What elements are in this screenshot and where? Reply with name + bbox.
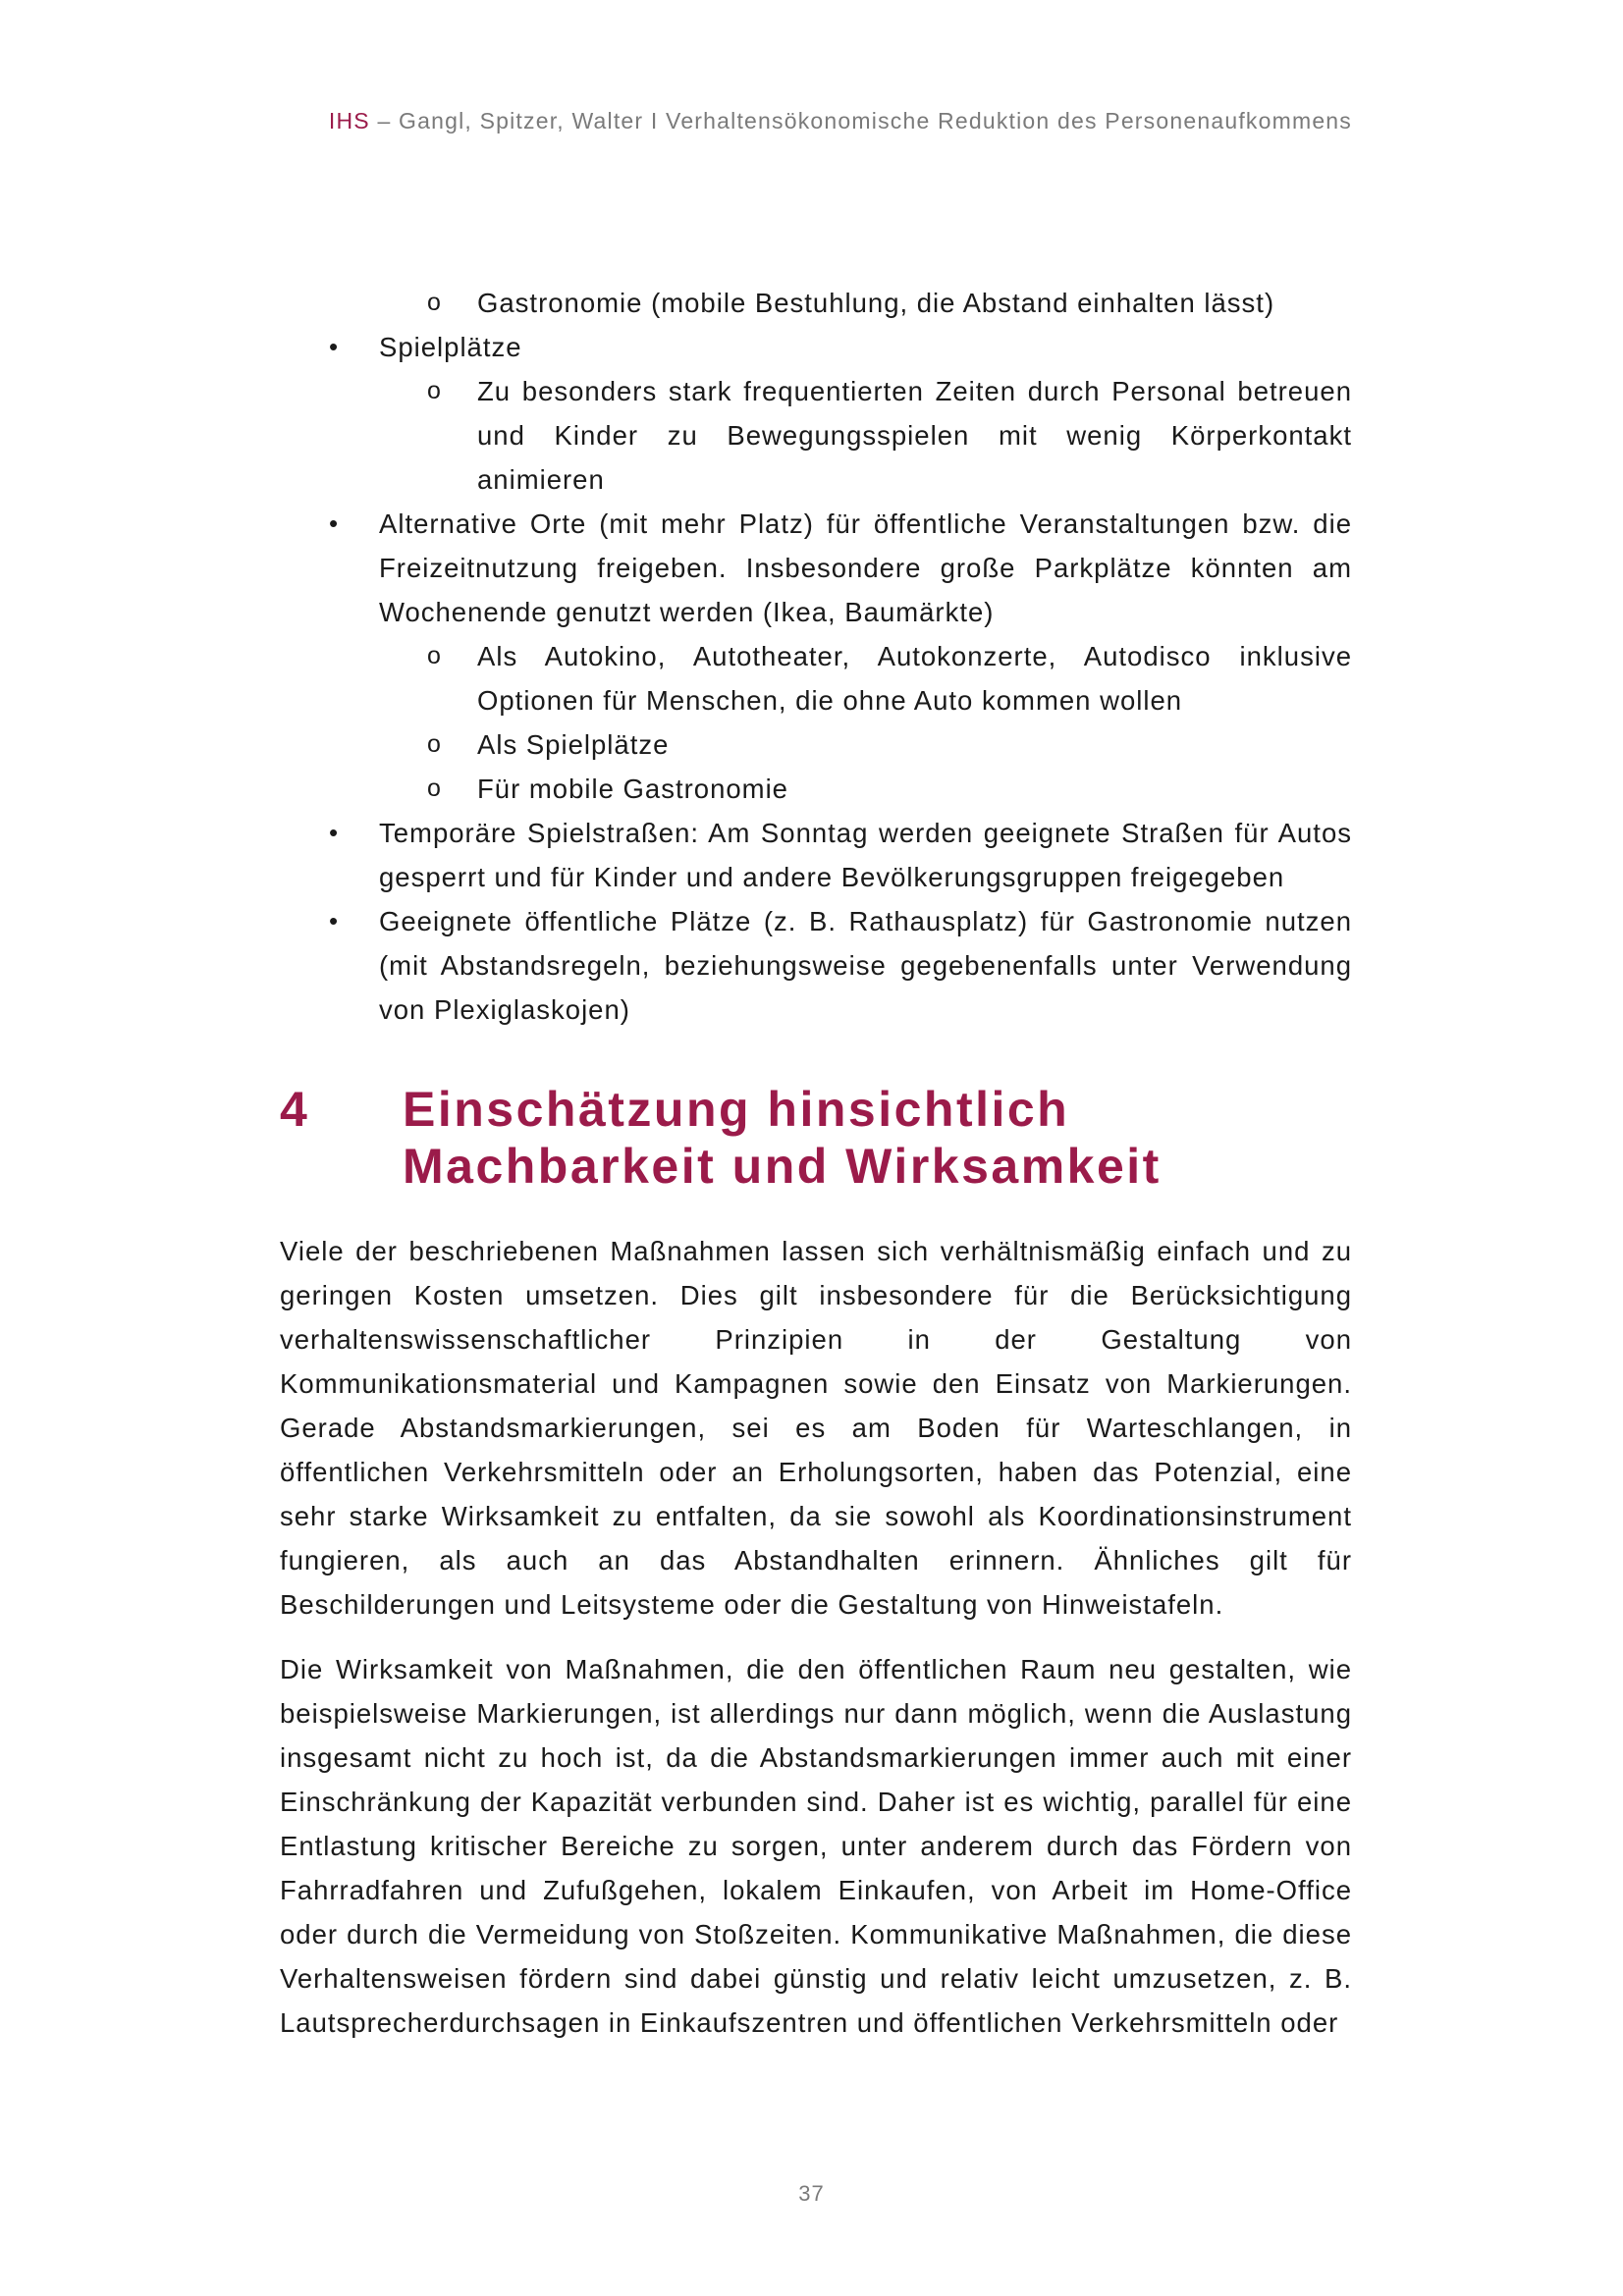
page-header	[329, 108, 1352, 134]
section-number: 4	[280, 1082, 310, 1137]
list-continuation	[280, 281, 1352, 325]
list-item	[280, 811, 1352, 899]
list-item	[280, 325, 1352, 502]
body-paragraph: Die Wirksamkeit von Maßnahmen, die den öffentlichen Raum neu gestalten, wie beispielsweise Markierungen, ist allerdings nur dann möglich, wenn die Auslastung insgesamt nicht zu hoch ist, da die Abstandsmarkierungen immer auch mit einer Einschränkung der Kapazität verbunden sind. Daher ist es wichtig, parallel für eine Entlastung kritischer Bereiche zu sorgen, unter anderem durch das Fördern von Fahrradfahren und Zufußgehen, lokalem Einkaufen, von Arbeit im Home-Office oder durch die Vermeidung von Stoßzeiten. Kommunikative Maßnahmen, die diese Verhaltensweisen fördern sind dabei günstig und relativ leicht umzusetzen, z. B. Lautsprecherdurchsagen in Einkaufszentren und öffentlichen Verkehrsmitteln oder	[280, 1654, 1352, 2038]
body-paragraph: Viele der beschriebenen Maßnahmen lassen sich verhältnismäßig einfach und zu geringen Kosten umsetzen. Dies gilt insbesondere für die Berücksichtigung verhaltenswissenschaftlicher Prinzipien in der Gestaltung von Kommunikationsmaterial und Kampagnen sowie den Einsatz von Markierungen. Gerade Abstandsmarkierungen, sei es am Boden für Warteschlangen, in öffentlichen Verkehrsmitteln oder an Erholungsorten, haben das Potenzial, eine sehr starke Wirksamkeit zu entfalten, da sie sowohl als Koordinationsinstrument fungieren, als auch an das Abstandhalten erinnern. Ähnliches gilt für Beschilderungen und Leitsysteme oder die Gestaltung von Hinweistafeln.	[280, 1236, 1352, 1620]
list-item	[280, 899, 1352, 1032]
list-item-text: Spielplätze	[379, 332, 522, 362]
sub-list-item: o Zu besonders stark frequentierten Zeiten durch Personal betreuen und Kinder zu Bewegungsspielen mit wenig Körperkontakt animieren	[378, 369, 1352, 502]
page-content	[280, 281, 1352, 2065]
page-number: 37	[798, 2181, 825, 2206]
sub-list	[379, 634, 1352, 811]
sub-list-item: o Für mobile Gastronomie	[378, 767, 1352, 811]
sub-list-item: o Gastronomie (mobile Bestuhlung, die Abstand einhalten lässt)	[378, 281, 1352, 325]
bullet-list	[280, 281, 1352, 1032]
header-brand: IHS	[328, 108, 370, 133]
section-title: Einschätzung hinsichtlich Machbarkeit und Wirksamkeit	[403, 1082, 1162, 1194]
list-item-text: Temporäre Spielstraßen: Am Sonntag werden geeignete Straßen für Autos gesperrt und für Kinder und andere Bevölkerungsgruppen freigegeben	[379, 818, 1352, 892]
list-item	[280, 502, 1352, 811]
header-text: – Gangl, Spitzer, Walter I Verhaltensökonomische Reduktion des Personenaufkommens	[369, 108, 1352, 133]
list-item-text: Alternative Orte (mit mehr Platz) für öffentliche Veranstaltungen bzw. die Freizeitnutzung freigeben. Insbesondere große Parkplätze könnten am Wochenende genutzt werden (Ikea, Baumärkte)	[379, 508, 1352, 627]
section-heading	[280, 1081, 1352, 1195]
sub-list-item: o Als Autokino, Autotheater, Autokonzerte, Autodisco inklusive Optionen für Menschen, die ohne Auto kommen wollen	[378, 634, 1352, 722]
sub-list	[379, 369, 1352, 502]
sub-list	[379, 281, 1352, 325]
sub-list-item: o Als Spielplätze	[378, 722, 1352, 767]
list-item-text: Geeignete öffentliche Plätze (z. B. Rathausplatz) für Gastronomie nutzen (mit Abstandsregeln, beziehungsweise gegebenenfalls unter Verwendung von Plexiglaskojen)	[379, 906, 1352, 1025]
